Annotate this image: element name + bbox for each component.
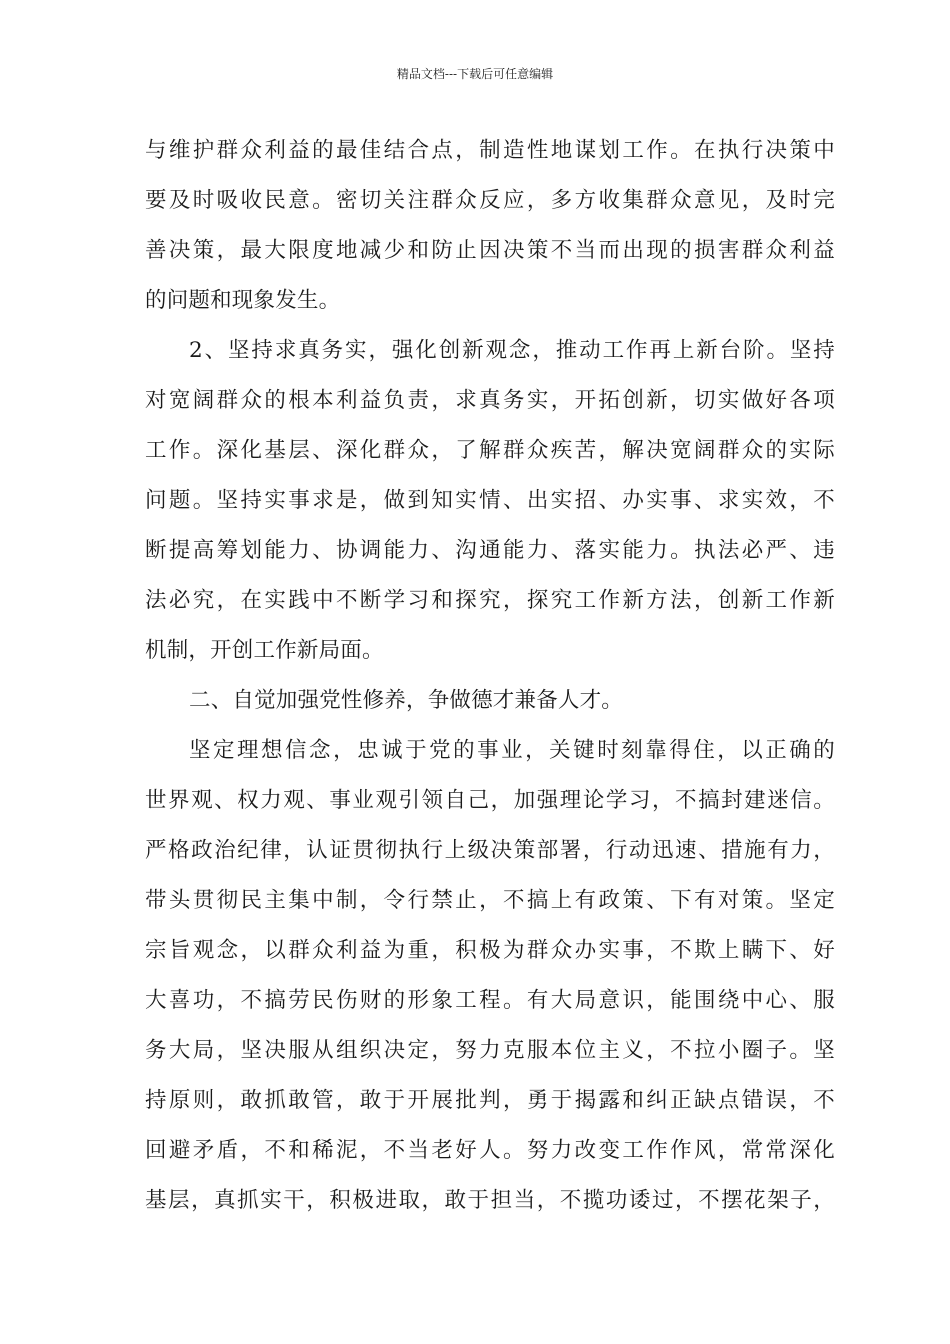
text-line: 断提高筹划能力、协调能力、沟通能力、落实能力。执法必严、违 (145, 538, 835, 563)
text-line: 与维护群众利益的最佳结合点，制造性地谋划工作。在执行决策中 (145, 138, 835, 163)
text-line: 宗旨观念，以群众利益为重，积极为群众办实事，不欺上瞒下、好 (145, 938, 835, 963)
document-body (145, 126, 835, 1226)
text-line: 持原则，敢抓敢管，敢于开展批判，勇于揭露和纠正缺点错误，不 (145, 1088, 835, 1113)
text-line: 大喜功，不搞劳民伤财的形象工程。有大局意识，能围绕中心、服 (145, 988, 835, 1013)
text-line: 问题。坚持实事求是，做到知实情、出实招、办实事、求实效，不 (145, 488, 835, 513)
text-line: 带头贯彻民主集中制，令行禁止，不搞上有政策、下有对策。坚定 (145, 888, 835, 913)
page-header: 精品文档---下载后可任意编辑 (396, 67, 554, 81)
text-line: 世界观、权力观、事业观引领自己，加强理论学习，不搞封建迷信。 (145, 788, 835, 813)
text-line: 回避矛盾，不和稀泥，不当老好人。努力改变工作作风，常常深化 (145, 1138, 835, 1163)
text-line: 对宽阔群众的根本利益负责，求真务实，开拓创新，切实做好各项 (145, 388, 835, 413)
text-line: 务大局，坚决服从组织决定，努力克服本位主义，不拉小圈子。坚 (145, 1038, 835, 1063)
text-line: 工作。深化基层、深化群众，了解群众疾苦，解决宽阔群众的实际 (145, 438, 835, 463)
text-line: 严格政治纪律，认证贯彻执行上级决策部署，行动迅速、措施有力， (145, 838, 835, 863)
text-line: 机制，开创工作新局面。 (145, 638, 384, 663)
text-line: 要及时吸收民意。密切关注群众反应，多方收集群众意见，及时完 (145, 188, 835, 213)
text-line: 善决策，最大限度地减少和防止因决策不当而出现的损害群众利益 (145, 238, 835, 263)
text-line: 法必究，在实践中不断学习和探究，探究工作新方法，创新工作新 (145, 588, 835, 613)
text-line: 坚定理想信念，忠诚于党的事业，关键时刻靠得住，以正确的 (189, 738, 835, 763)
text-line: 基层，真抓实干，积极进取，敢于担当，不揽功诿过，不摆花架子， (145, 1188, 835, 1213)
section-heading: 二、自觉加强党性修养，争做德才兼备人才。 (189, 688, 624, 713)
text-line: 2、坚持求真务实，强化创新观念，推动工作再上新台阶。坚持 (189, 338, 835, 363)
text-line: 的问题和现象发生。 (145, 288, 341, 313)
